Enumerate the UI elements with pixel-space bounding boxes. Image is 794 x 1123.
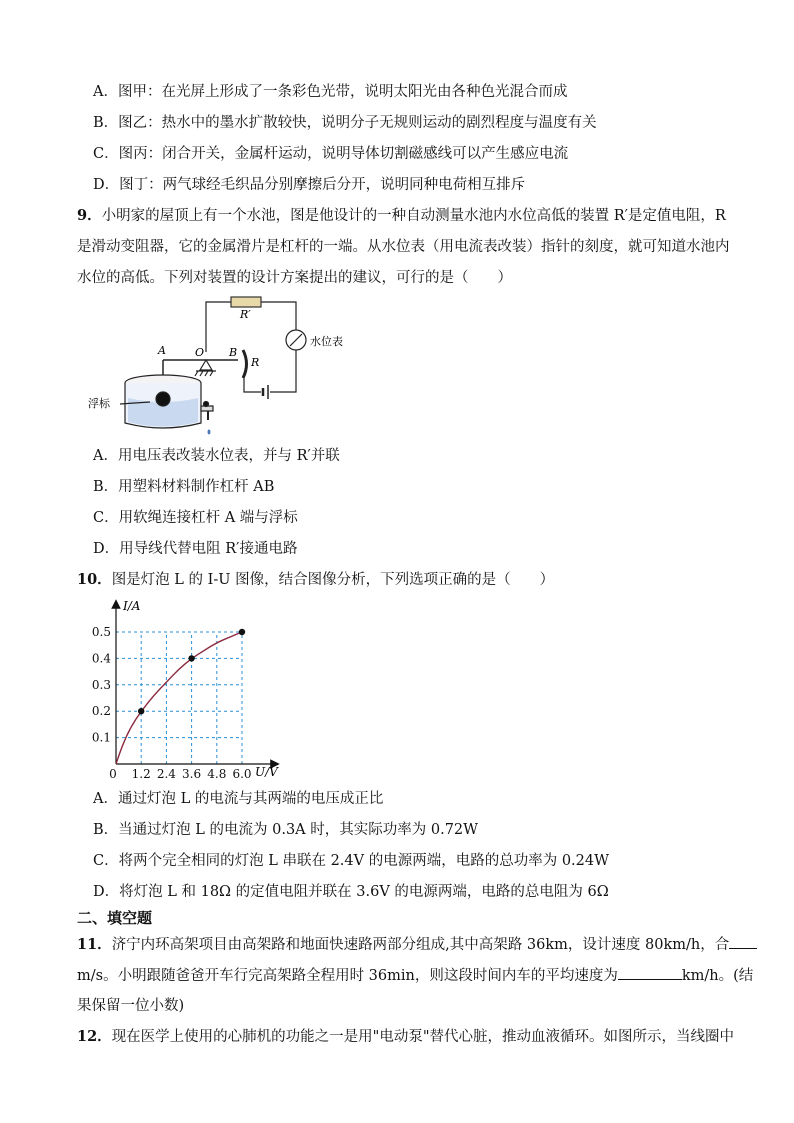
svg-text:水位表: 水位表	[310, 335, 343, 348]
q10-stem: 10．图是灯泡 L 的 I-U 图像，结合图像分析，下列选项正确的是（ ）	[77, 571, 555, 588]
data-point	[138, 708, 144, 714]
float-ball	[156, 392, 170, 406]
q9-option-c: C．用软绳连接杠杆 A 端与浮标	[93, 510, 298, 526]
svg-text:浮标: 浮标	[88, 397, 110, 410]
svg-text:R: R	[251, 356, 260, 369]
q11-blank-2[interactable]	[618, 965, 682, 980]
x-tick-label: 0	[109, 767, 117, 781]
y-axis-label: I/A	[123, 599, 141, 613]
x-tick-label: 2.4	[156, 767, 176, 781]
q11-blank-1[interactable]	[729, 934, 757, 949]
rheostat-r	[243, 350, 247, 378]
q11-line3: 果保留一位小数)	[77, 998, 185, 1014]
q10-option-a: A．通过灯泡 L 的电流与其两端的电压成正比	[93, 791, 384, 807]
q9-stem-line3: 水位的高低。下列对装置的设计方案提出的建议，可行的是（ ）	[77, 270, 512, 286]
q8-option-c: C．图丙：闭合开关，金属杆运动，说明导体切割磁感线可以产生感应电流	[93, 146, 569, 162]
q8-option-a: A．图甲：在光屏上形成了一条彩色光带，说明太阳光由各种色光混合而成	[93, 84, 568, 100]
q10-option-c: C．将两个完全相同的灯泡 L 串联在 2.4V 的电源两端，电路的总功率为 0.24W	[93, 853, 610, 869]
x-tick-label: 4.8	[207, 767, 227, 781]
y-tick-label: 0.5	[91, 625, 111, 639]
q11-line1: 11．济宁内环高架项目由高架路和地面快速路两部分组成,其中高架路 36km，设计速度 80km/h，合	[77, 934, 757, 955]
q12-line1: 12．现在医学上使用的心肺机的功能之一是用"电动泵"替代心脏，推动血液循环。如图所示，当线圈中	[77, 1028, 735, 1045]
fixed-resistor-r-prime	[231, 297, 261, 307]
data-point	[239, 629, 245, 635]
section-title: 二、填空题	[77, 909, 153, 927]
iu-chart	[85, 596, 295, 784]
q9-option-d: D．用导线代替电阻 R′接通电路	[93, 541, 298, 557]
y-tick-label: 0.4	[91, 651, 111, 666]
q10-option-b: B．当通过灯泡 L 的电流为 0.3A 时，其实际功率为 0.72W	[93, 822, 479, 838]
q9-water-level-diagram	[88, 292, 378, 440]
q9-option-b: B．用塑料材料制作杠杆 AB	[93, 479, 275, 495]
x-tick-label: 6.0	[232, 767, 252, 781]
q8-option-d: D．图丁：两气球经毛织品分别摩擦后分开，说明同种电荷相互排斥	[93, 177, 526, 193]
x-tick-label: 3.6	[182, 767, 202, 781]
y-tick-label: 0.2	[91, 704, 111, 719]
q8-option-b: B．图乙：热水中的墨水扩散较快，说明分子无规则运动的剧烈程度与温度有关	[93, 115, 597, 131]
svg-text:B: B	[229, 346, 238, 359]
iu-curve	[116, 632, 242, 764]
q10-option-d: D．将灯泡 L 和 18Ω 的定值电阻并联在 3.6V 的电源两端，电路的总电阻为 6Ω	[93, 884, 609, 900]
q9-stem-line2: 是滑动变阻器，它的金属滑片是杠杆的一端。从水位表（用电流表改装）指针的刻度，就可知道水池内	[77, 239, 730, 255]
x-axis-label: U/V	[255, 765, 278, 779]
y-tick-label: 0.1	[91, 730, 111, 745]
q9-option-a: A．用电压表改装水位表，并与 R′并联	[93, 448, 340, 464]
y-tick-label: 0.3	[91, 677, 111, 692]
svg-text:R′: R′	[240, 308, 251, 321]
data-point	[188, 655, 194, 661]
q9-stem-line1: 9．小明家的屋顶上有一个水池，图是他设计的一种自动测量水池内水位高低的装置 R′是定值电阻，R	[77, 207, 726, 224]
svg-text:A: A	[158, 344, 166, 357]
x-tick-label: 1.2	[131, 767, 151, 781]
svg-text:O: O	[195, 346, 205, 359]
q11-line2: m/s。小明跟随爸爸开车行完高架路全程用时 36min，则这段时间内车的平均速度为 km/h。(结	[77, 965, 753, 986]
